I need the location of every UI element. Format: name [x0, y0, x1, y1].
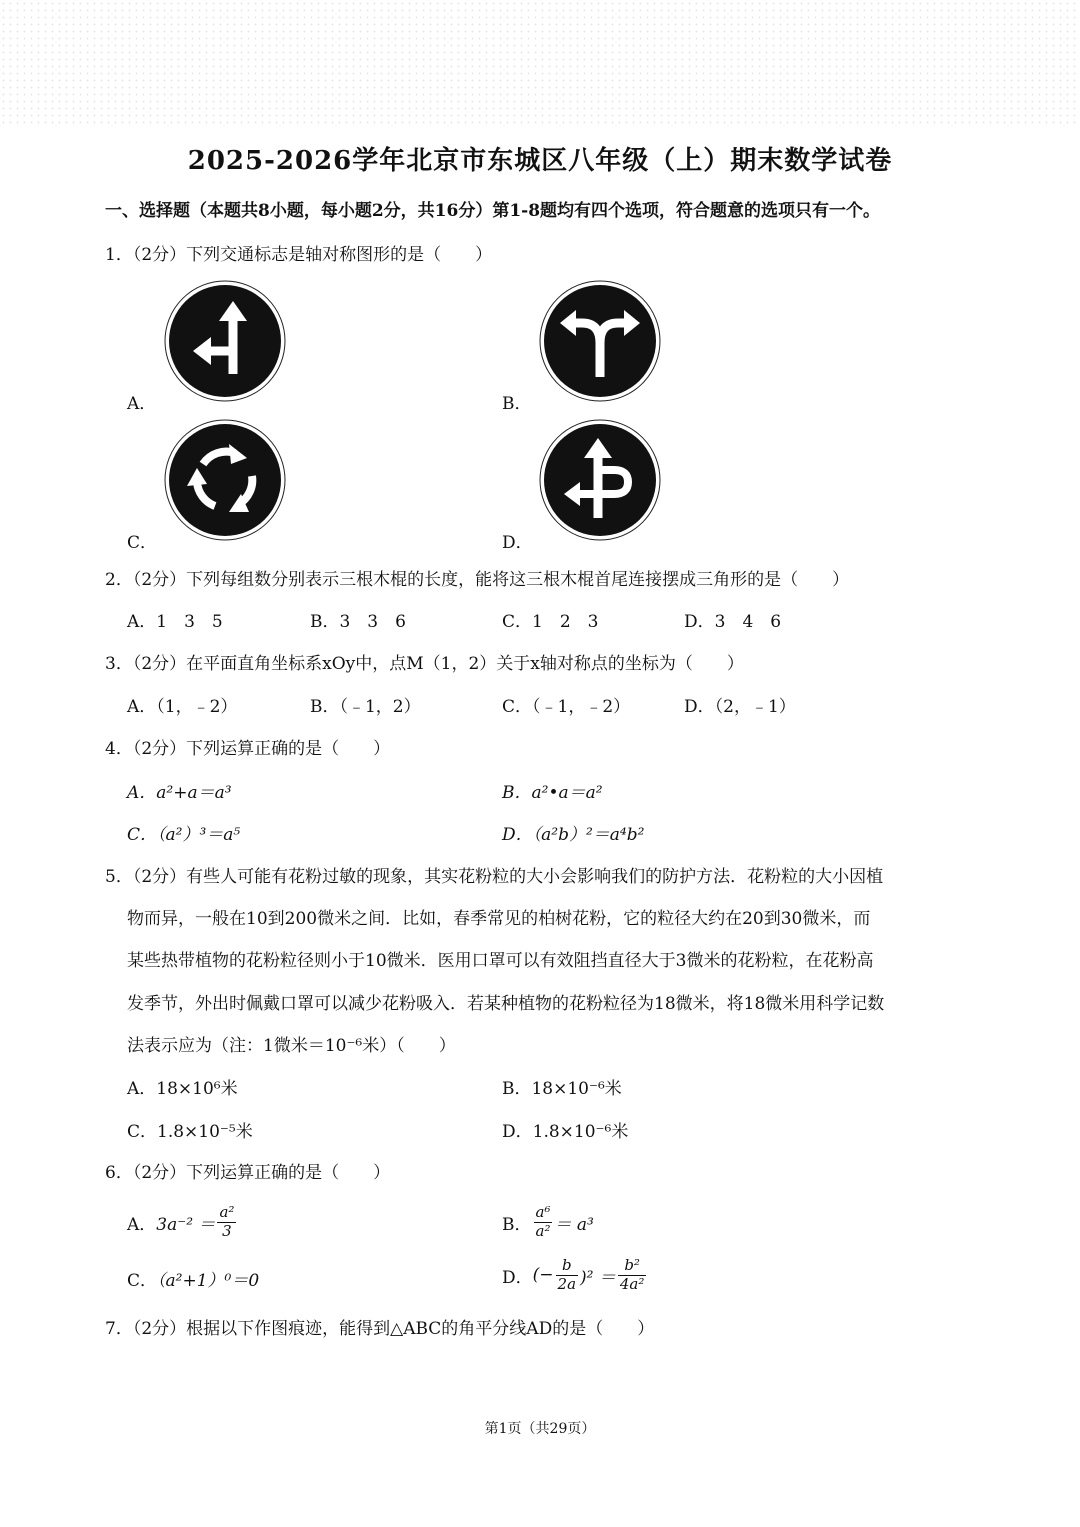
- q6-d-numerator-2: b²: [618, 1257, 647, 1275]
- question-5-line-4: 发季节，外出时佩戴口罩可以减少花粉吸入．若某种植物的花粉粒径为18微米，将18微米用科学记数: [127, 994, 885, 1014]
- q6-d-denominator-1: 2a: [557, 1274, 577, 1293]
- page-footer: 第1页（共29页）: [484, 1421, 596, 1437]
- question-4-stem: 4．（2分）下列运算正确的是（ ）: [105, 739, 391, 759]
- question-5-line-3: 某些热带植物的花粉粒径则小于10微米．医用口罩可以有效阻挡直径大于3微米的花粉粒，在花粉高: [127, 951, 874, 971]
- question-2-stem: 2．（2分）下列每组数分别表示三根木棍的长度，能将这三根木棍首尾连接摆成三角形的是（ ）: [105, 570, 850, 590]
- section-heading: 一、选择题（本题共8小题，每小题2分，共16分）第1-8题均有四个选项，符合题意的选项只有一个。: [105, 201, 881, 221]
- q5-option-b: B．18×10⁻⁶米: [502, 1079, 622, 1099]
- q1-option-a-label: A．: [127, 394, 157, 414]
- q6-option-c: [127, 1266, 259, 1291]
- question-3-stem: 3．（2分）在平面直角坐标系xOy中，点M（1，2）关于x轴对称点的坐标为（ ）: [105, 654, 744, 674]
- q2-option-d: D．3 4 6: [684, 612, 782, 632]
- scan-noise-band: [0, 0, 1080, 125]
- q6-a-denominator: 3: [222, 1221, 232, 1240]
- q6-c-label: C．: [127, 1271, 158, 1291]
- q6-b-numerator: a⁶: [535, 1203, 551, 1222]
- q6-a-label: A．: [127, 1214, 157, 1235]
- question-5-line-1: 5．（2分）有些人可能有花粉过敏的现象，其实花粉粒的大小会影响我们的防护方法．花粉粒的大小因植: [105, 867, 884, 887]
- q2-option-b: B．3 3 6: [310, 612, 406, 632]
- q6-d-label: D．: [502, 1267, 533, 1288]
- q6-option-d: [502, 1252, 648, 1298]
- q6-d-numerator-1: b: [556, 1257, 579, 1275]
- question-1-stem: 1．（2分）下列交通标志是轴对称图形的是（ ）: [105, 245, 493, 265]
- q4-option-d: D．（a²b）²＝a⁴b²: [502, 825, 645, 845]
- q6-d-fraction-2: [618, 1257, 647, 1293]
- q3-option-d: D．（2，﹣1）: [684, 697, 796, 717]
- q6-a-numerator: a²: [219, 1203, 235, 1222]
- left-straight-u-turn-sign-icon: [538, 418, 662, 542]
- q4-option-c: C．（a²）³＝a⁵: [127, 825, 241, 845]
- q6-b-fraction: [534, 1204, 553, 1240]
- q6-b-right: ＝ a³: [554, 1214, 594, 1235]
- q6-b-label: B．: [502, 1214, 532, 1235]
- q6-option-a: [127, 1200, 238, 1244]
- question-5-line-2: 物而异，一般在10到200微米之间．比如，春季常见的柏树花粉，它的粒径大约在20到30微米，而: [127, 909, 871, 929]
- question-6-stem: 6．（2分）下列运算正确的是（ ）: [105, 1163, 391, 1183]
- q2-option-c: C．1 2 3: [502, 612, 599, 632]
- q6-d-left: (−: [532, 1265, 554, 1285]
- q5-option-c: C．1.8×10⁻⁵米: [127, 1122, 253, 1142]
- q5-option-a: A．18×10⁶米: [127, 1079, 238, 1099]
- q3-option-a: A．（1，﹣2）: [127, 697, 238, 717]
- q6-c-expression: （a²+1）⁰＝0: [157, 1271, 260, 1291]
- q4-option-a: A．a²+a＝a³: [127, 783, 232, 803]
- q3-option-c: C．（﹣1，﹣2）: [502, 697, 631, 717]
- q6-d-denominator-2: 4a²: [619, 1274, 645, 1293]
- q1-option-c-label: C．: [127, 533, 158, 553]
- q5-option-d: D．1.8×10⁻⁶米: [502, 1122, 629, 1142]
- roundabout-sign-icon: [163, 418, 287, 542]
- question-5-line-5: 法表示应为（注：1微米＝10⁻⁶米）（ ）: [127, 1036, 456, 1056]
- q6-option-b: [502, 1200, 594, 1244]
- q2-option-a: A．1 3 5: [127, 612, 223, 632]
- q6-a-left: 3a⁻² ＝: [156, 1214, 216, 1235]
- turn-left-or-straight-sign-icon: [163, 279, 287, 403]
- fork-left-right-sign-icon: [538, 279, 662, 403]
- page-title: 2025-2026学年北京市东城区八年级（上）期末数学试卷: [187, 146, 893, 176]
- q6-b-denominator: a²: [535, 1221, 551, 1240]
- q1-option-b-label: B．: [502, 394, 532, 414]
- q6-a-fraction: [217, 1204, 236, 1240]
- q3-option-b: B．（﹣1，2）: [310, 697, 421, 717]
- question-7-stem: 7．（2分）根据以下作图痕迹，能得到△ABC的角平分线AD的是（ ）: [105, 1319, 655, 1339]
- q1-option-d-label: D．: [502, 533, 533, 553]
- q6-d-middle: )² ＝: [580, 1267, 616, 1288]
- q4-option-b: B．a²•a＝a²: [502, 783, 603, 803]
- q6-d-fraction-1: [556, 1257, 579, 1293]
